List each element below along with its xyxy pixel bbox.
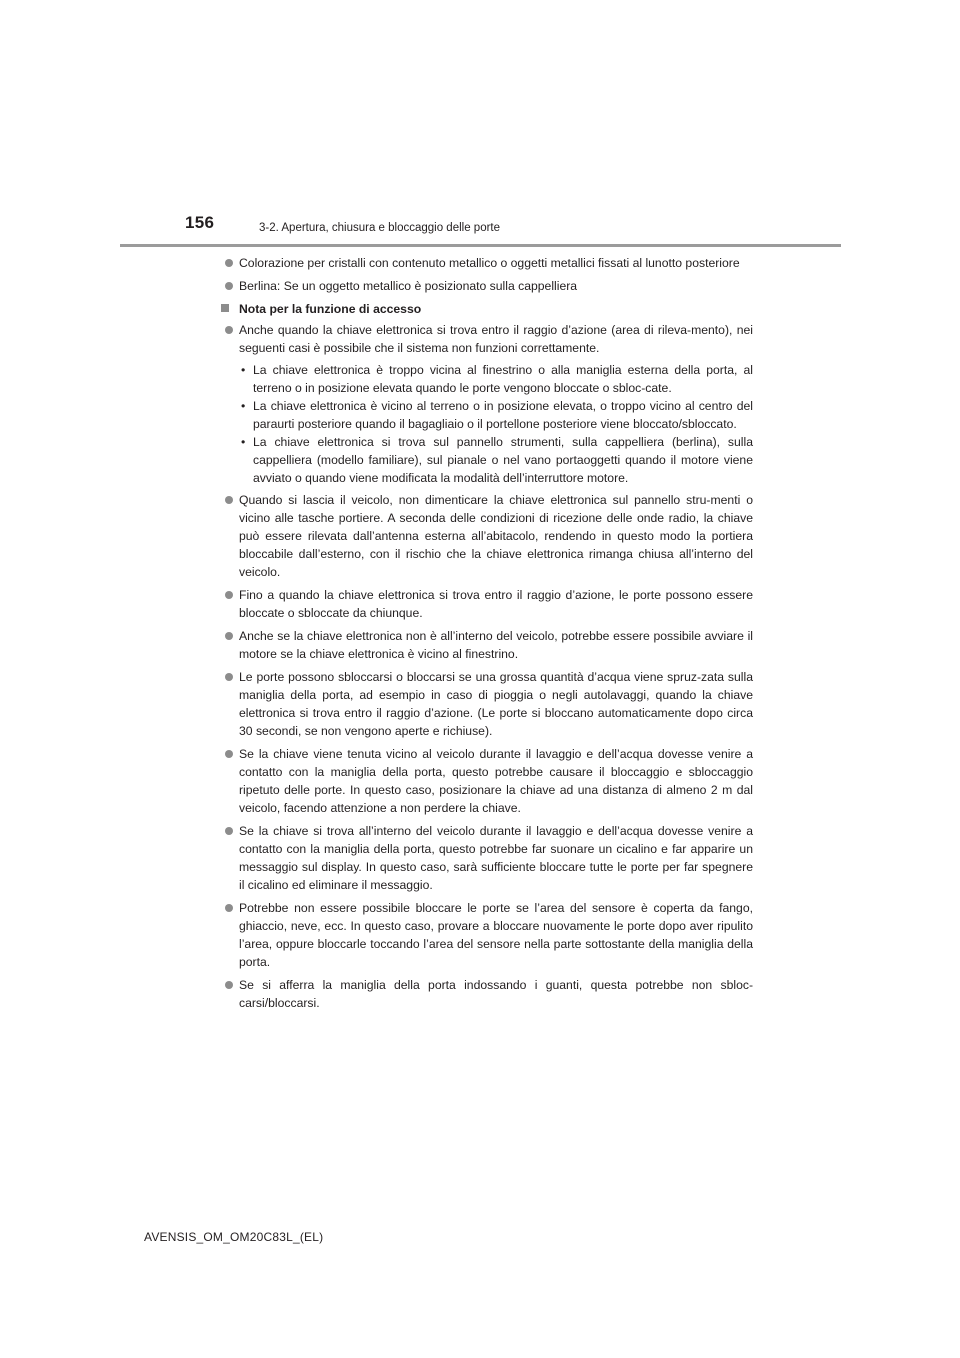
list-item-text: Anche quando la chiave elettronica si trova entro il raggio d’azione (area di rileva-mento), nei seguenti casi è possibile che il sistema non funzioni correttamente. <box>239 323 753 355</box>
list-item <box>221 321 753 357</box>
list-item <box>221 491 753 581</box>
bullet-icon <box>225 326 233 334</box>
footer-doc-code: AVENSIS_OM_OM20C83L_(EL) <box>144 1230 324 1244</box>
list-item <box>221 899 753 971</box>
section-heading-text: Nota per la funzione di accesso <box>239 302 422 316</box>
list-item <box>221 745 753 817</box>
list-item <box>221 976 753 1012</box>
list-item-text: Colorazione per cristalli con contenuto metallico o oggetti metallici fissati al lunotto posteriore <box>239 256 740 270</box>
list-item <box>221 668 753 740</box>
bullet-icon <box>225 673 233 681</box>
sub-list-item <box>239 361 753 397</box>
bullet-icon <box>225 496 233 504</box>
square-bullet-icon <box>221 304 229 312</box>
sub-bullet: • <box>241 435 246 449</box>
sub-list-item-text: La chiave elettronica è vicino al terreno o in posizione elevata, o troppo vicino al centro del paraurti posteriore quando il bagagliaio o il portellone posteriore viene bloccato/sbloccato. <box>253 399 753 431</box>
sub-list-item <box>239 397 753 433</box>
sub-list-item-text: La chiave elettronica è troppo vicina al finestrino o alla maniglia esterna della porta, al terreno o in posizione elevata quando le porte vengono bloccate o sbloc-cate. <box>253 363 753 395</box>
section-heading <box>221 300 753 318</box>
list-item-text: Se la chiave viene tenuta vicino al veicolo durante il lavaggio e dell’acqua dovesse venire a contatto con la maniglia della porta, questo potrebbe causare il bloccaggio e sbloccaggio ripetuto delle porte. In questo caso, posizionare la chiave ad una distanza di almeno 2 m dal veicolo, facendo attenzione a non perdere la chiave. <box>239 747 753 815</box>
list-item <box>221 822 753 894</box>
list-item-text: Se si afferra la maniglia della porta indossando i guanti, questa potrebbe non sbloc-carsi/bloccarsi. <box>239 978 753 1010</box>
list-item <box>221 254 753 272</box>
page-content <box>221 254 753 1017</box>
list-item <box>221 627 753 663</box>
bullet-icon <box>225 282 233 290</box>
list-item-text: Se la chiave si trova all’interno del veicolo durante il lavaggio e dell’acqua dovesse venire a contatto con la maniglia della porta, questo potrebbe far suonare un cicalino e far apparire un messaggio sul display. In questo caso, sarà sufficiente bloccare tutte le porte per far spegnere il cicalino ed eliminare il messaggio. <box>239 824 753 892</box>
bullet-icon <box>225 981 233 989</box>
bullet-icon <box>225 591 233 599</box>
bullet-icon <box>225 632 233 640</box>
list-item <box>221 277 753 295</box>
bullet-icon <box>225 259 233 267</box>
sub-list-item <box>239 433 753 487</box>
list-item-text: Potrebbe non essere possibile bloccare le porte se l’area del sensore è coperta da fango, ghiaccio, neve, ecc. In questo caso, provare a bloccare nuovamente le porte dopo aver ripulito l’area, oppure bloccarle toccando l’area del sensore nella parte sottostante della maniglia della porta. <box>239 901 753 969</box>
section-title: 3-2. Apertura, chiusura e bloccaggio delle porte <box>259 222 501 234</box>
bullet-icon <box>225 827 233 835</box>
sub-bullet: • <box>241 363 246 377</box>
header-divider <box>120 244 841 247</box>
list-item-text: Le porte possono sbloccarsi o bloccarsi se una grossa quantità d’acqua viene spruz-zata sulla maniglia della porta, ad esempio in caso di pioggia o negli autolavaggi, quando la chiave elettronica si trova entro il raggio d’azione. (Le porte si bloccano automaticamente dopo circa 30 secondi, se non vengono aperte e richiuse). <box>239 670 753 738</box>
bullet-icon <box>225 904 233 912</box>
page-number: 156 <box>185 213 215 232</box>
list-item-text: Fino a quando la chiave elettronica si trova entro il raggio d’azione, le porte possono essere bloccate o sbloccate da chiunque. <box>239 588 753 620</box>
list-item-text: Anche se la chiave elettronica non è all’interno del veicolo, potrebbe essere possibile avviare il motore se la chiave elettronica è vicino al finestrino. <box>239 629 753 661</box>
bullet-icon <box>225 750 233 758</box>
sub-list <box>239 361 753 487</box>
list-item <box>221 586 753 622</box>
list-item-text: Berlina: Se un oggetto metallico è posizionato sulla cappelliera <box>239 279 578 293</box>
list-item-text: Quando si lascia il veicolo, non dimenticare la chiave elettronica sul pannello stru-menti o vicino alle tasche portiere. A seconda delle condizioni di ricezione delle onde radio, la chiave può essere rilevata dall’antenna esterna all’abitacolo, rendendo in questo modo la portiera bloccabile dall’esterno, con il rischio che la chiave elettronica rimanga chiusa all’interno del veicolo. <box>239 493 753 579</box>
sub-list-item-text: La chiave elettronica si trova sul pannello strumenti, sulla cappelliera (berlina), sulla cappelliera (modello familiare), sul pianale o nel vano portaoggetti quando il motore viene avviato o quando viene modificata la modalità dell’interruttore motore. <box>253 435 753 485</box>
sub-bullet: • <box>241 399 246 413</box>
